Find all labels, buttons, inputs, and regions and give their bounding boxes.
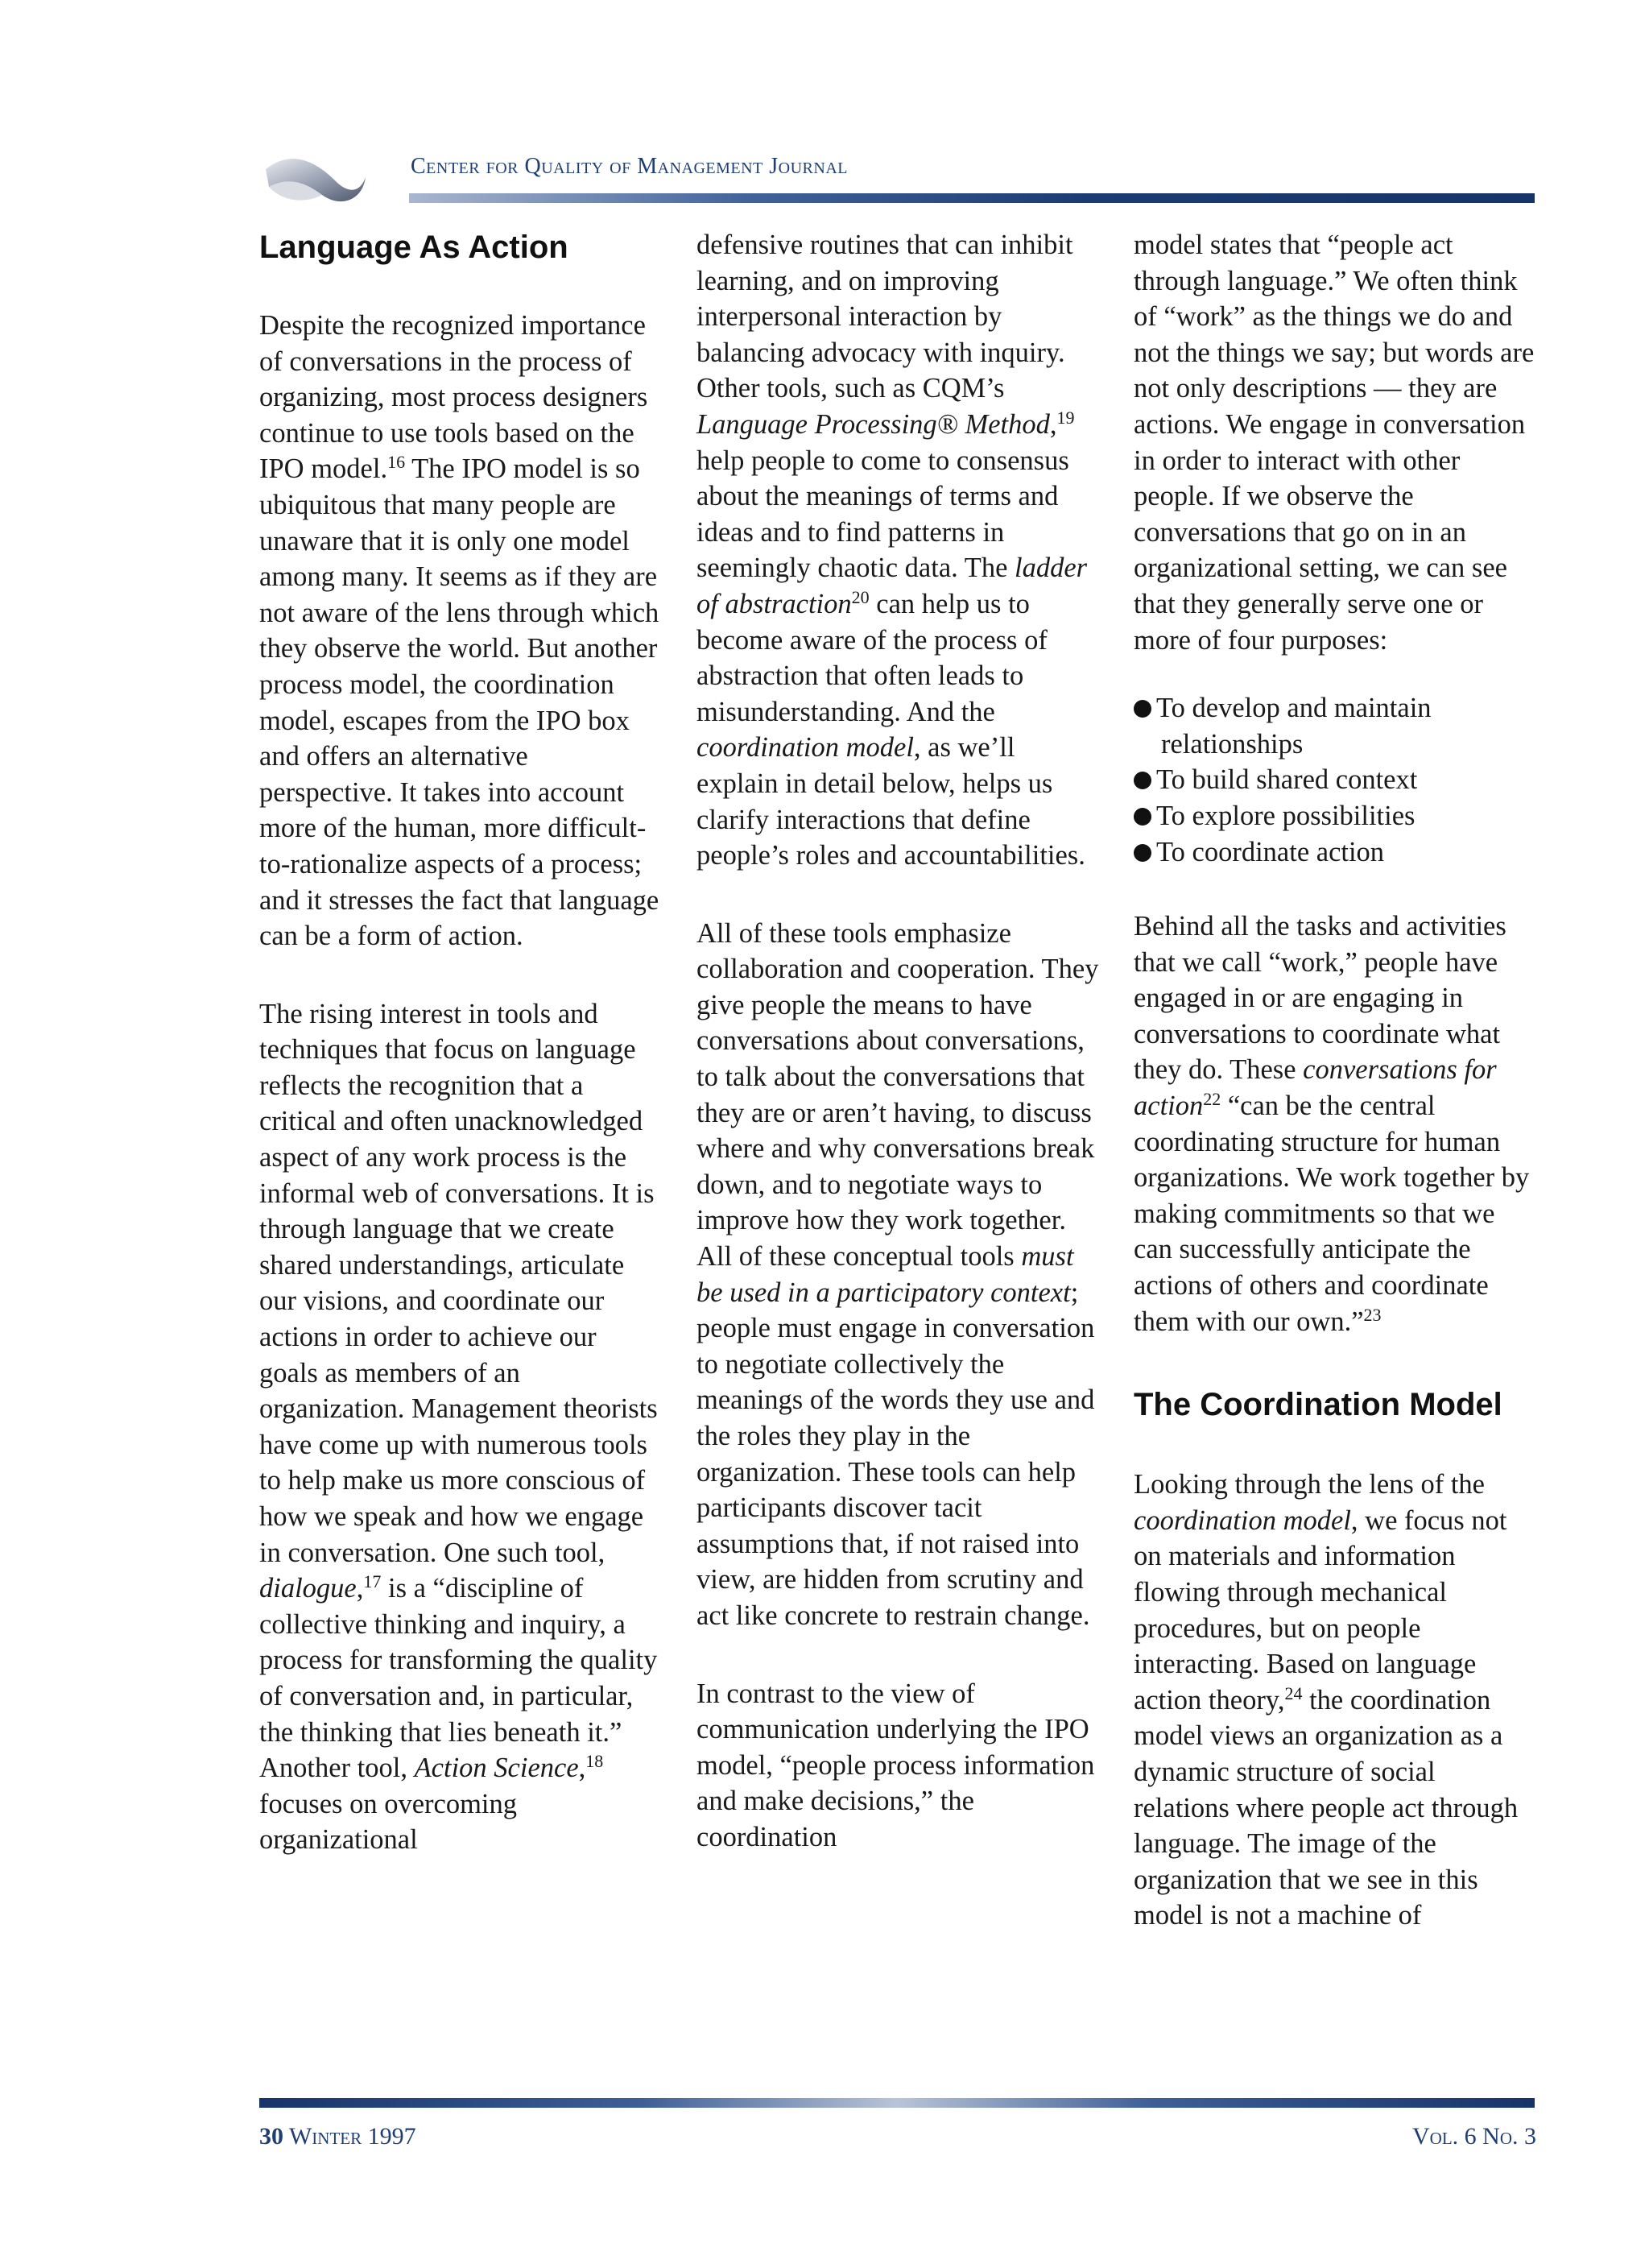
- italic-term: conversations for action: [1134, 1054, 1497, 1122]
- italic-term: Language Processing® Method: [696, 408, 1050, 440]
- footer-issue: [259, 2123, 416, 2150]
- section-heading-language-as-action: Language As Action: [259, 230, 568, 265]
- text: ,: [356, 1573, 364, 1604]
- text: , we focus not on materials and information flowing through mechanical procedures, but on people interacting. Based on language action theory,: [1134, 1504, 1507, 1715]
- footer-volume: Vol. 6 No. 3: [1412, 2123, 1536, 2150]
- footer-rule: [259, 2098, 1535, 2108]
- paragraph: [1134, 908, 1536, 1339]
- text: ,: [578, 1753, 586, 1784]
- italic-term: dialogue: [259, 1573, 357, 1604]
- bullet-icon: [1134, 772, 1151, 789]
- paragraph: In contrast to the view of communication underlying the IPO model, “people process information and make decisions,” the coordination: [696, 1678, 1095, 1852]
- footnote-ref: 17: [363, 1571, 382, 1592]
- journal-logo: [259, 145, 372, 209]
- footnote-ref: 18: [585, 1751, 604, 1772]
- text: All of these tools emphasize collaboration and cooperation. They give people the means to have conversations about conversations, to talk about the conversations that they are or aren’t having, to discuss where and why conversations break down, and to negotiate ways to improve how they work together. All of these conceptual tools: [696, 917, 1099, 1273]
- italic-term: coordination model: [696, 732, 914, 764]
- list-item-text: To explore possibilities: [1156, 800, 1415, 831]
- text: ,: [1049, 408, 1057, 440]
- text: “can be the central coordinating structure for human organizations. We work together by making commitments so that we can successfully anticipate the actions of others and coordinate them with our own.”: [1134, 1091, 1530, 1337]
- page-number: 30: [259, 2123, 283, 2150]
- footnote-ref: 23: [1363, 1304, 1382, 1325]
- footnote-ref: 16: [387, 452, 406, 473]
- bullet-icon: [1134, 808, 1151, 826]
- text: , as we’ll explain in detail below, helps us clarify interactions that define people’s roles and accountabilities.: [696, 732, 1085, 871]
- bullet-icon: [1134, 844, 1151, 862]
- text: Despite the recognized importance of conversations in the process of organizing, most process designers continue to use tools based on the IPO model.: [259, 310, 648, 485]
- footnote-ref: 24: [1284, 1682, 1303, 1703]
- text: can help us to become aware of the process of abstraction that often leads to misunderstanding. And the: [696, 588, 1048, 727]
- header-rule: [409, 193, 1535, 203]
- column-3: [1134, 227, 1536, 1934]
- paragraph: [696, 916, 1099, 1634]
- paragraph: [1134, 1467, 1536, 1934]
- journal-title: Center for Quality of Management Journal: [411, 154, 848, 179]
- text: Looking through the lens of the: [1134, 1469, 1485, 1500]
- paragraph: [259, 308, 662, 954]
- italic-term: coordination model: [1134, 1504, 1351, 1536]
- bullet-icon: [1134, 700, 1151, 718]
- list-item-text: To develop and maintain relationships: [1156, 693, 1432, 759]
- list-item: [1134, 690, 1536, 762]
- text: is a “discipline of collective thinking and inquiry, a process for transforming the quality of conversation and, in particular, the thinking that lies beneath it.” Another tool,: [259, 1573, 658, 1784]
- issue-label: Winter 1997: [288, 2123, 416, 2150]
- column-2: [696, 227, 1099, 1856]
- paragraph: [696, 227, 1099, 874]
- text: the coordination model views an organization as a dynamic structure of social relations where people act through language. The image of the organization that we see in this model is not a machine of: [1134, 1684, 1519, 1931]
- text: The IPO model is so ubiquitous that many people are unaware that it is only one model among many. It seems as if they are not aware of the lens through which they observe the world. But another process model, the coordination model, escapes from the IPO box and offers an alternative perspective. It takes into account more of the human, more difficult-to-rationalize aspects of a process; and it stresses the fact that language can be a form of action.: [259, 453, 659, 952]
- paragraph: model states that “people act through language.” We often think of “work” as the things we do and not the things we say; but words are not only descriptions — they are actions. We engage in conversation in order to interact with other people. If we observe the conversations that go on in an organizational setting, we can see that they generally serve one or more of four purposes:: [1134, 230, 1535, 656]
- list-item-text: To build shared context: [1156, 764, 1418, 796]
- bullet-list: [1134, 690, 1536, 870]
- text: Behind all the tasks and activities that we call “work,” people have engaged in or are engaging in conversations to coordinate what they do. These: [1134, 911, 1506, 1086]
- text: help people to come to consensus about the meanings of terms and ideas and to find patterns in seemingly chaotic data. The: [696, 445, 1069, 584]
- italic-term: ladder of abstraction: [696, 553, 1088, 619]
- italic-term: must be used in a participatory context: [696, 1241, 1074, 1308]
- list-item: [1134, 762, 1536, 798]
- list-item: [1134, 834, 1536, 871]
- text: focuses on overcoming organizational: [259, 1788, 518, 1856]
- list-item-text: To coordinate action: [1156, 836, 1385, 867]
- column-1: [259, 227, 662, 1858]
- paragraph: [259, 996, 662, 1858]
- list-item: [1134, 798, 1536, 834]
- footnote-ref: 19: [1056, 407, 1075, 428]
- text: The rising interest in tools and techniques that focus on language reflects the recognition that a critical and often unacknowledged aspect of any work process is the informal web of conversations. It is through language that we create shared understandings, articulate our visions, and coordinate our actions in order to achieve our goals as members of an organization. Management theorists have come up with numerous tools to help make us more conscious of how we speak and how we engage in conversation. One such tool,: [259, 998, 658, 1568]
- footnote-ref: 20: [851, 586, 870, 607]
- section-heading-coordination-model: The Coordination Model: [1134, 1387, 1502, 1423]
- text: ; people must engage in conversation to negotiate collectively the meanings of the words they use and the roles they play in the organization. These tools can help participants discover tacit assumptions that, if not raised into view, are hidden from scrutiny and act like concrete to restrain change.: [696, 1277, 1095, 1631]
- italic-term: Action Science: [414, 1753, 579, 1784]
- footnote-ref: 22: [1203, 1089, 1221, 1110]
- text: defensive routines that can inhibit learning, and on improving interpersonal interaction by balancing advocacy with inquiry. Other tools, such as CQM’s: [696, 230, 1073, 404]
